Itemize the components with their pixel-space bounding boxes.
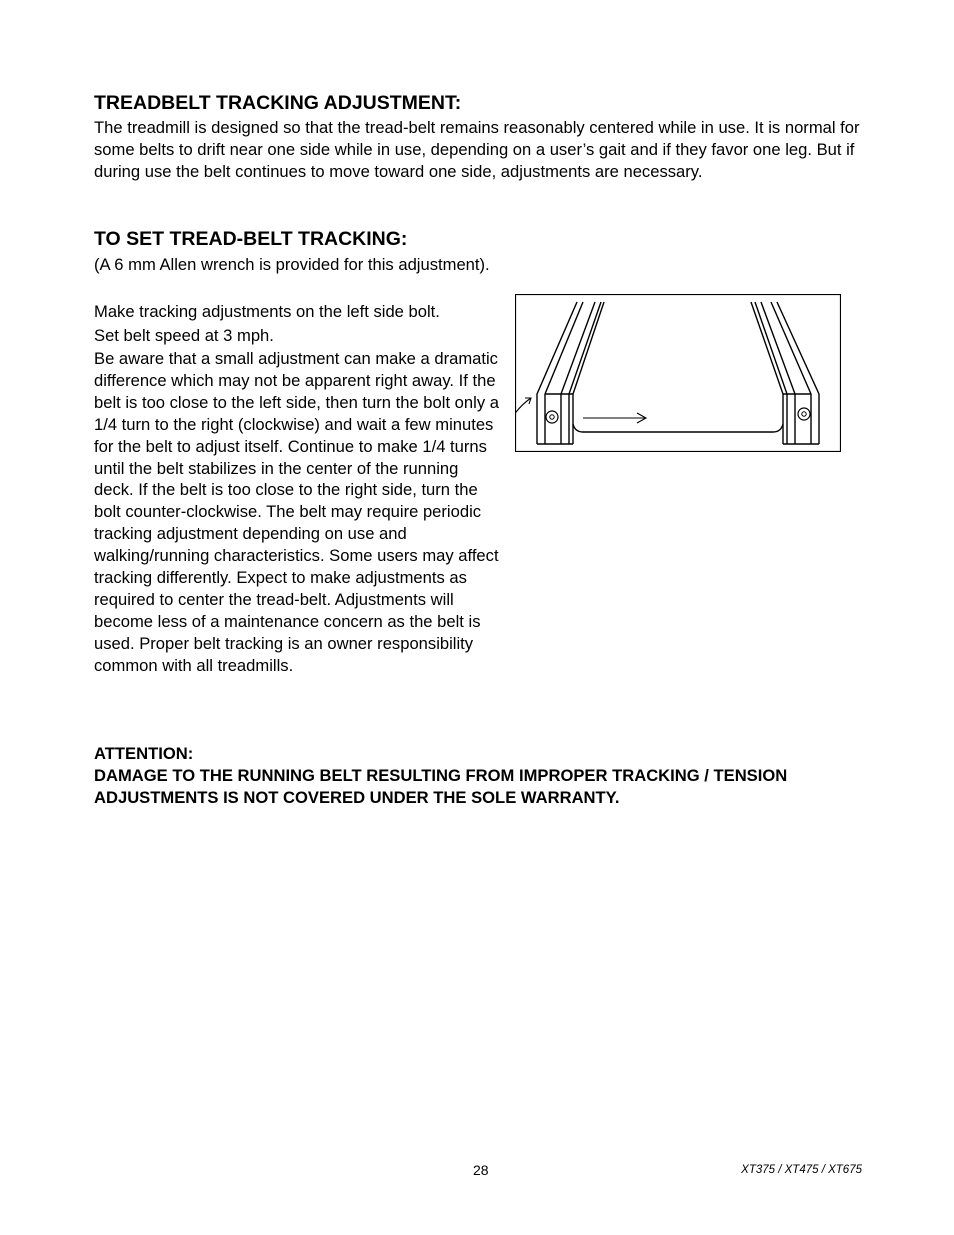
model-numbers: XT375 / XT475 / XT675 <box>741 1164 862 1176</box>
left-bolt-icon <box>546 411 558 423</box>
attention-label: ATTENTION: <box>94 744 194 763</box>
diagram-frame <box>516 295 841 452</box>
adjustment-instructions: Be aware that a small adjustment can make a dramatic difference which may not be apparent right away. If the belt is too close to the left side, then turn the bolt only a 1/4 turn to the right (clockwise) and wait a few minutes for the belt to adjust itself. Continue to make 1/4 turns until the belt stabilizes in the center of the running deck. If the belt is too close to the right side, turn the bolt counter-clockwise. The belt may require periodic tracking adjustment depending on use and walking/running characteristics. Some users may affect tracking differently. Expect to make adjustments as required to center the tread-belt. Adjustments will become less of a maintenance concern as the belt is used. Proper belt tracking is an owner responsibility common with all treadmills. <box>94 349 499 675</box>
page-number: 28 <box>473 1162 489 1178</box>
wrench-note: (A 6 mm Allen wrench is provided for this adjustment). <box>94 255 490 274</box>
tracking-diagram <box>515 294 841 452</box>
section-heading-set-tracking: TO SET TREAD-BELT TRACKING: <box>94 228 408 250</box>
warranty-warning: DAMAGE TO THE RUNNING BELT RESULTING FROM IMPROPER TRACKING / TENSION ADJUSTMENTS IS NOT COVERED UNDER THE SOLE WARRANTY. <box>94 766 788 807</box>
section-heading-tracking: TREADBELT TRACKING ADJUSTMENT: <box>94 92 462 114</box>
intro-paragraph: The treadmill is designed so that the tread-belt remains reasonably centered while in use. It is normal for some belts to drift near one side while in use, depending on a user’s gait and if they favor one leg. But if during use the belt continues to move toward one side, adjustments are necessary. <box>94 118 860 181</box>
step-left-bolt: Make tracking adjustments on the left side bolt. <box>94 302 440 321</box>
right-bolt-icon <box>798 408 810 420</box>
step-belt-speed: Set belt speed at 3 mph. <box>94 326 274 345</box>
